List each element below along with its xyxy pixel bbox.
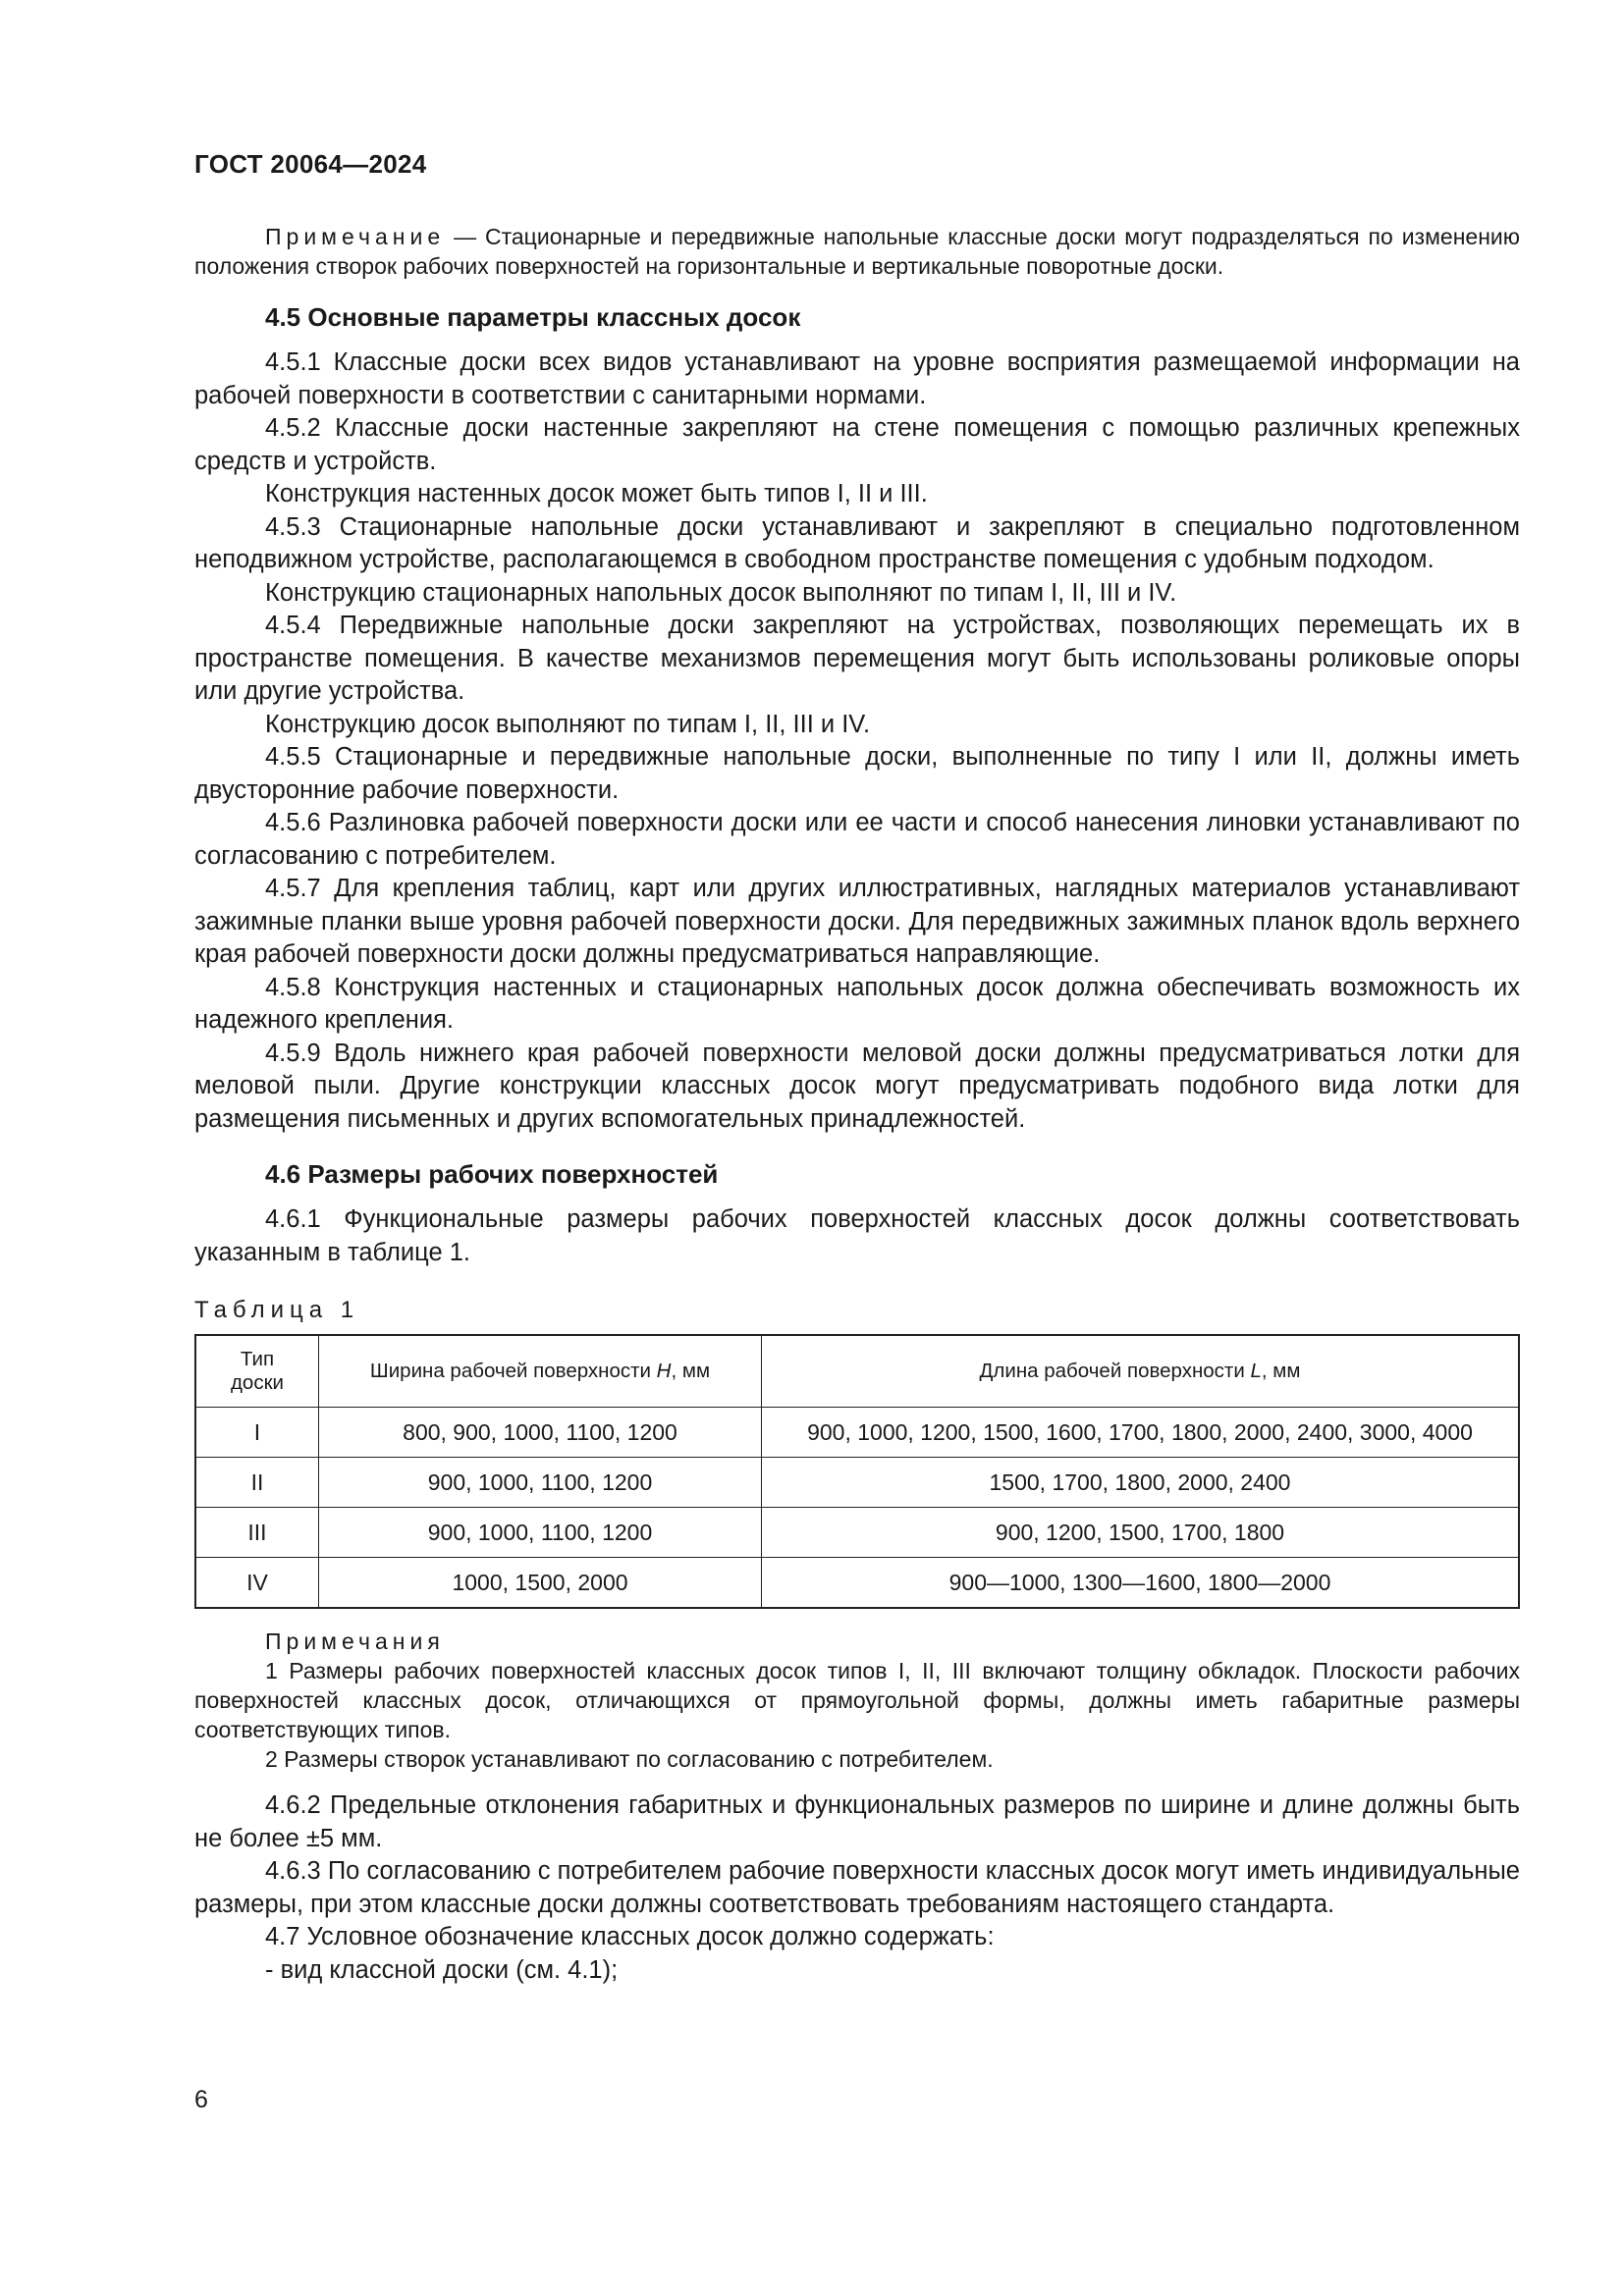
para-4-5-2: 4.5.2 Классные доски настенные закрепляют на стене помещения с помощью различных крепежных средств и устройств. [194, 414, 1520, 475]
table-row [195, 1458, 1519, 1508]
cell-width: 900, 1000, 1100, 1200 [319, 1508, 762, 1558]
para-stationary-types: Конструкцию стационарных напольных досок выполняют по типам I, II, III и IV. [265, 578, 1177, 607]
header-length-var: L [1250, 1360, 1262, 1382]
table-row [195, 1558, 1519, 1609]
header-type-line1: Тип [240, 1348, 275, 1370]
table-row [195, 1508, 1519, 1558]
cell-type: II [195, 1458, 319, 1508]
para-4-5-3: 4.5.3 Стационарные напольные доски устанавливают и закрепляют в специально подготовленном неподвижном устройстве, располагающемся в свободном пространстве помещения с удобным подходом. [194, 512, 1520, 573]
table-row [195, 1408, 1519, 1458]
para-4-5-6: 4.5.6 Разлиновка рабочей поверхности доски или ее части и способ нанесения линовки устанавливают по согласованию с потребителем. [194, 809, 1520, 870]
cell-type: IV [195, 1558, 319, 1609]
para-4-5-9: 4.5.9 Вдоль нижнего края рабочей поверхности меловой доски должны предусматриваться лотки для меловой пыли. Другие конструкции классных досок могут предусматривать подобного вида лотки для размещения письменных и других вспомогательных принадлежностей. [194, 1039, 1520, 1133]
para-4-5-7: 4.5.7 Для крепления таблиц, карт или других иллюстративных, наглядных материалов устанавливают зажимные планки выше уровня рабочей поверхности доски. Для передвижных зажимных планок вдоль верхнего края рабочей поверхности доски должны предусматриваться направляющие. [194, 875, 1520, 968]
table-caption: Таблица 1 [194, 1297, 360, 1323]
para-4-7: 4.7 Условное обозначение классных досок должно содержать: [265, 1923, 995, 1950]
para-4-5-8: 4.5.8 Конструкция настенных и стационарных напольных досок должна обеспечивать возможность их надежного крепления. [194, 973, 1520, 1034]
para-list-item: - вид классной доски (см. 4.1); [265, 1955, 619, 1984]
document-body [194, 222, 1520, 1987]
cell-type: I [195, 1408, 319, 1458]
header-type-line2: доски [230, 1371, 285, 1394]
cell-length: 1500, 1700, 1800, 2000, 2400 [762, 1458, 1520, 1508]
cell-width: 1000, 1500, 2000 [319, 1558, 762, 1609]
para-4-6-2: 4.6.2 Предельные отклонения габаритных и функциональных размеров по ширине и длине должны быть не более ±5 мм. [194, 1791, 1520, 1852]
cell-length: 900—1000, 1300—1600, 1800—2000 [762, 1558, 1520, 1609]
para-4-5-4: 4.5.4 Передвижные напольные доски закрепляют на устройствах, позволяющих перемещать их в пространстве помещения. В качестве механизмов перемещения могут быть использованы роликовые опоры или другие устройства. [194, 612, 1520, 705]
table-note-2: 2 Размеры створок устанавливают по согласованию с потребителем. [265, 1746, 994, 1772]
cell-type: III [195, 1508, 319, 1558]
table-notes [194, 1627, 1520, 1774]
sizes-table [194, 1334, 1520, 1609]
header-width-var: H [656, 1360, 672, 1382]
cell-width: 800, 900, 1000, 1100, 1200 [319, 1408, 762, 1458]
section-4-6-heading: 4.6 Размеры рабочих поверхностей [265, 1159, 719, 1189]
para-mobile-types: Конструкцию досок выполняют по типам I, II, III и IV. [265, 710, 871, 738]
section-4-5-heading: 4.5 Основные параметры классных досок [265, 302, 801, 332]
header-length-suffix: , мм [1261, 1360, 1301, 1382]
header-length-prefix: Длина рабочей поверхности [979, 1360, 1251, 1382]
para-4-5-5: 4.5.5 Стационарные и передвижные напольные доски, выполненные по типу I или II, должны иметь двусторонние рабочие поверхности. [194, 743, 1520, 804]
cell-length: 900, 1000, 1200, 1500, 1600, 1700, 1800, 2000, 2400, 3000, 4000 [762, 1408, 1520, 1458]
para-4-6-3: 4.6.3 По согласованию с потребителем рабочие поверхности классных досок могут иметь индивидуальные размеры, при этом классные доски должны соответствовать требованиям настоящего стандарта. [194, 1857, 1520, 1918]
para-4-5-1: 4.5.1 Классные доски всех видов устанавливают на уровне восприятия размещаемой информации на рабочей поверхности в соответствии с санитарными нормами. [194, 348, 1520, 409]
para-wall-types: Конструкция настенных досок может быть типов I, II и III. [265, 480, 928, 507]
table-note-1: 1 Размеры рабочих поверхностей классных досок типов I, II, III включают толщину обкладок. Плоскости рабочих поверхностей классных досок, отличающихся от прямоугольной формы, должны иметь габаритные размеры соответствующих типов. [194, 1658, 1520, 1742]
para-4-6-1: 4.6.1 Функциональные размеры рабочих поверхностей классных досок должны соответствовать указанным в таблице 1. [194, 1205, 1520, 1266]
header-width [319, 1335, 762, 1408]
note-text: — Стационарные и передвижные напольные классные доски могут подразделяться по изменению положения створок рабочих поверхностей на горизонтальные и вертикальные поворотные доски. [194, 224, 1520, 279]
table-header-row [195, 1335, 1519, 1408]
header-length [762, 1335, 1520, 1408]
header-type [195, 1335, 319, 1408]
note-top [194, 222, 1520, 281]
header-width-prefix: Ширина рабочей поверхности [369, 1360, 657, 1382]
table-notes-label: Примечания [265, 1629, 445, 1654]
cell-length: 900, 1200, 1500, 1700, 1800 [762, 1508, 1520, 1558]
note-label: Примечание [265, 224, 446, 249]
document-header: ГОСТ 20064—2024 [194, 149, 427, 179]
page-number: 6 [194, 2086, 208, 2113]
cell-width: 900, 1000, 1100, 1200 [319, 1458, 762, 1508]
header-width-suffix: , мм [671, 1360, 711, 1382]
